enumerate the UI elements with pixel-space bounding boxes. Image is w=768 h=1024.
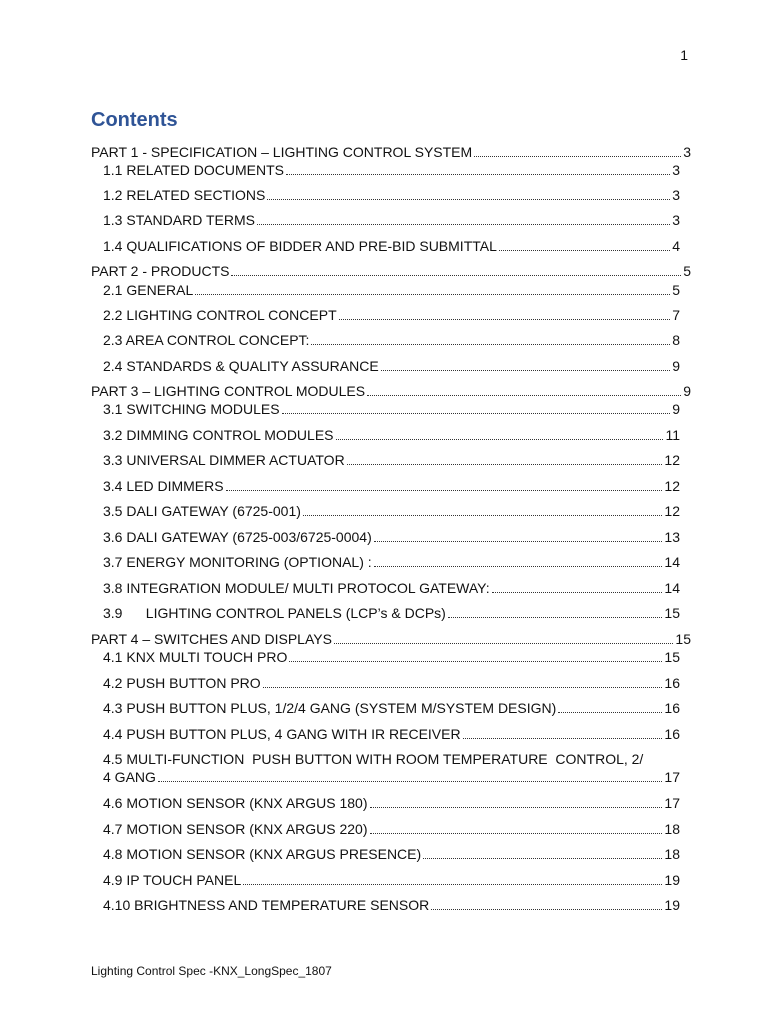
toc-entry-page: 16 (664, 700, 680, 716)
toc-entry-page: 7 (672, 307, 680, 323)
leader-dots (448, 617, 663, 618)
toc-entry-wrapped[interactable] (103, 750, 680, 786)
leader-dots (374, 566, 663, 567)
toc-entry-page: 14 (664, 580, 680, 596)
toc-entry[interactable] (103, 161, 680, 179)
toc-entry[interactable] (103, 211, 680, 229)
toc-entry[interactable] (103, 426, 680, 444)
toc-entry-text: 3.8 INTEGRATION MODULE/ MULTI PROTOCOL GATEWAY: (103, 580, 490, 596)
toc-entry-text: 1.4 QUALIFICATIONS OF BIDDER AND PRE-BID SUBMITTAL (103, 238, 497, 254)
leader-dots (289, 661, 662, 662)
toc-entry[interactable] (103, 725, 680, 743)
toc-entry[interactable] (103, 820, 680, 838)
leader-dots (336, 439, 664, 440)
toc-title: Contents (91, 109, 178, 131)
toc-entry-page: 18 (664, 846, 680, 862)
toc-entry[interactable] (103, 331, 680, 349)
toc-entry-page: 9 (683, 383, 691, 399)
toc-entry[interactable] (103, 186, 680, 204)
toc-entry-page: 15 (664, 649, 680, 665)
toc-entry[interactable] (103, 477, 680, 495)
toc-entry[interactable] (103, 896, 680, 914)
toc-entry-page: 12 (664, 503, 680, 519)
toc-entry-text: 1.3 STANDARD TERMS (103, 212, 255, 228)
leader-dots (263, 687, 663, 688)
toc-entry[interactable] (103, 528, 680, 546)
toc-entry-text: 2.4 STANDARDS & QUALITY ASSURANCE (103, 358, 379, 374)
leader-dots (423, 858, 662, 859)
toc-entry-text: 4.2 PUSH BUTTON PRO (103, 675, 261, 691)
toc-entry-text: 3.4 LED DIMMERS (103, 478, 224, 494)
leader-dots (334, 643, 673, 644)
toc-entry[interactable] (103, 306, 680, 324)
toc-entry[interactable] (103, 845, 680, 863)
toc-entry-text: 4.8 MOTION SENSOR (KNX ARGUS PRESENCE) (103, 846, 422, 862)
page-number: 1 (680, 47, 688, 63)
toc-entry-page: 14 (664, 554, 680, 570)
toc-entry[interactable] (103, 579, 680, 597)
leader-dots (286, 174, 670, 175)
leader-dots (243, 884, 662, 885)
toc-entry[interactable] (103, 871, 680, 889)
toc-entry-part2[interactable] (91, 262, 691, 280)
toc-entry[interactable] (103, 699, 680, 717)
toc-entry-page: 18 (664, 821, 680, 837)
toc-entry-text: PART 3 – LIGHTING CONTROL MODULES (91, 383, 366, 399)
toc-entry-text: 3.5 DALI GATEWAY (6725-001) (103, 503, 301, 519)
toc-entry-text: 3.6 DALI GATEWAY (6725-003/6725-0004) (103, 529, 372, 545)
toc-entry[interactable] (103, 281, 680, 299)
toc-entry-page: 16 (664, 726, 680, 742)
toc-entry-page: 5 (683, 263, 691, 279)
toc-entry-text: 3.2 DIMMING CONTROL MODULES (103, 427, 334, 443)
toc-entry-text: 3.9 LIGHTING CONTROL PANELS (LCP’s & DCPs) (103, 605, 446, 621)
leader-dots (231, 275, 681, 276)
page-footer: Lighting Control Spec -KNX_LongSpec_1807 (91, 964, 332, 978)
toc-entry-text: 4.7 MOTION SENSOR (KNX ARGUS 220) (103, 821, 368, 837)
toc-entry[interactable] (103, 400, 680, 418)
toc-entry-text: 2.3 AREA CONTROL CONCEPT: (103, 332, 310, 348)
leader-dots (381, 370, 671, 371)
leader-dots (226, 490, 663, 491)
toc-entry[interactable] (103, 648, 680, 666)
toc-entry[interactable] (103, 553, 680, 571)
toc-entry-text: 4.3 PUSH BUTTON PLUS, 1/2/4 GANG (SYSTEM M/SYSTEM DESIGN) (103, 700, 557, 716)
toc-entry-text: PART 2 - PRODUCTS (91, 263, 230, 279)
leader-dots (474, 156, 681, 157)
toc-entry[interactable] (103, 502, 680, 520)
toc-entry-page: 4 (672, 238, 680, 254)
leader-dots (158, 781, 663, 782)
leader-dots (499, 250, 670, 251)
toc-entry-page: 16 (664, 675, 680, 691)
toc-entry[interactable] (103, 237, 680, 255)
toc-entry-text: 4.1 KNX MULTI TOUCH PRO (103, 649, 288, 665)
leader-dots (267, 199, 670, 200)
toc-entry[interactable] (103, 604, 680, 622)
toc-entry-text: 3.3 UNIVERSAL DIMMER ACTUATOR (103, 452, 345, 468)
leader-dots (257, 224, 670, 225)
toc-entry-text: 4.9 IP TOUCH PANEL (103, 872, 242, 888)
toc-entry-text: PART 4 – SWITCHES AND DISPLAYS (91, 631, 332, 647)
leader-dots (311, 344, 670, 345)
toc-entry-page: 11 (665, 427, 680, 443)
leader-dots (370, 807, 663, 808)
toc-entry-page: 12 (664, 478, 680, 494)
toc-entry-continuation (103, 768, 680, 786)
toc-entry-text: 4.4 PUSH BUTTON PLUS, 4 GANG WITH IR RECEIVER (103, 726, 461, 742)
leader-dots (282, 413, 671, 414)
toc-entry-text-continued: 4 GANG (103, 769, 156, 785)
toc-entry-page: 3 (672, 187, 680, 203)
toc-entry-page: 19 (664, 872, 680, 888)
leader-dots (370, 833, 663, 834)
toc-entry[interactable] (103, 451, 680, 469)
toc-entry-page: 17 (664, 769, 680, 785)
toc-entry-text: 3.7 ENERGY MONITORING (OPTIONAL) : (103, 554, 372, 570)
toc-entry-text: 1.1 RELATED DOCUMENTS (103, 162, 284, 178)
toc-entry-page: 8 (672, 332, 680, 348)
leader-dots (347, 464, 663, 465)
leader-dots (431, 909, 662, 910)
toc-entry-page: 12 (664, 452, 680, 468)
leader-dots (374, 541, 663, 542)
toc-entry-text: 4.10 BRIGHTNESS AND TEMPERATURE SENSOR (103, 897, 430, 913)
leader-dots (339, 319, 671, 320)
toc-entry[interactable] (103, 794, 680, 812)
toc-entry-page: 9 (672, 358, 680, 374)
toc-entry-page: 9 (672, 401, 680, 417)
leader-dots (492, 592, 663, 593)
toc-entry-text: PART 1 - SPECIFICATION – LIGHTING CONTROL SYSTEM (91, 144, 473, 160)
leader-dots (367, 395, 681, 396)
toc-entry-page: 19 (664, 897, 680, 913)
toc-entry-text: 1.2 RELATED SECTIONS (103, 187, 266, 203)
toc-entry-part1[interactable] (91, 143, 691, 161)
toc-entry-text: 3.1 SWITCHING MODULES (103, 401, 280, 417)
toc-entry-page: 15 (675, 631, 691, 647)
leader-dots (195, 294, 670, 295)
toc-entry-page: 3 (672, 162, 680, 178)
toc-entry-page: 13 (664, 529, 680, 545)
toc-entry-text: 2.1 GENERAL (103, 282, 194, 298)
leader-dots (558, 712, 662, 713)
toc-entry-text: 2.2 LIGHTING CONTROL CONCEPT (103, 307, 337, 323)
leader-dots (463, 738, 663, 739)
toc-entry-page: 3 (672, 212, 680, 228)
toc-entry[interactable] (103, 357, 680, 375)
toc-entry[interactable] (103, 674, 680, 692)
leader-dots (303, 515, 663, 516)
toc-entry-page: 5 (672, 282, 680, 298)
toc-entry-page: 17 (664, 795, 680, 811)
toc-entry-part3[interactable] (91, 382, 691, 400)
toc-entry-page: 15 (664, 605, 680, 621)
toc-entry-page: 3 (683, 144, 691, 160)
toc-entry-part4[interactable] (91, 630, 691, 648)
toc-entry-text: 4.6 MOTION SENSOR (KNX ARGUS 180) (103, 795, 368, 811)
toc-entry-text: 4.5 MULTI-FUNCTION PUSH BUTTON WITH ROOM TEMPERATURE CONTROL, 2/ (103, 751, 644, 767)
